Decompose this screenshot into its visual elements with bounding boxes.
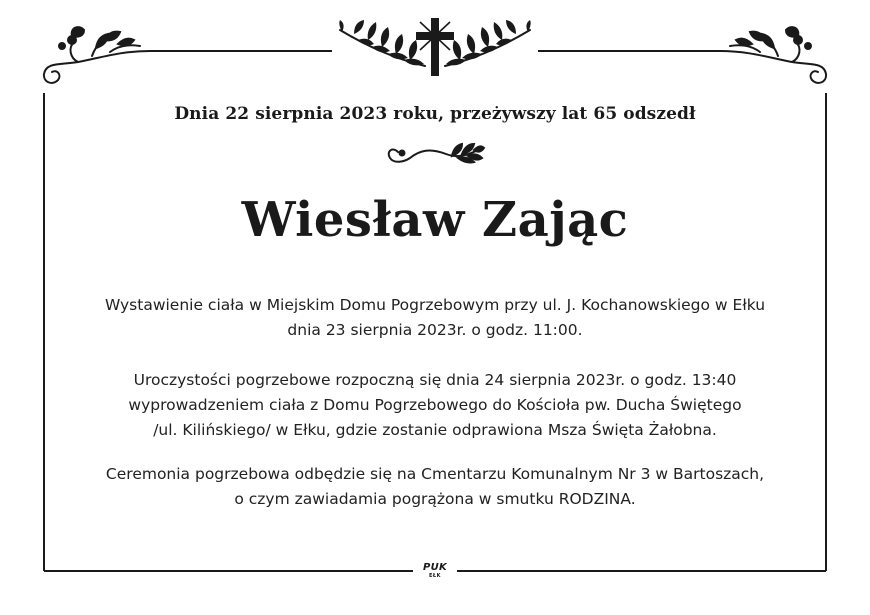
ceremony-line: Uroczystości pogrzebowe rozpoczną się dnia 24 sierpnia 2023r. o godz. 13:40 (133, 371, 737, 389)
floral-scroll-icon-right (720, 27, 826, 83)
ceremony-line: wyprowadzeniem ciała z Domu Pogrzebowego do Kościoła pw. Ducha Świętego (128, 396, 742, 414)
burial-paragraph (50, 462, 820, 512)
burial-line: o czym zawiadamia pogrążona w smutku RODZINA. (234, 490, 636, 508)
ceremony-paragraph (50, 368, 820, 443)
viewing-line: dnia 23 sierpnia 2023r. o godz. 11:00. (287, 321, 583, 339)
puk-logo (417, 563, 453, 579)
floral-scroll-icon-left (44, 27, 150, 83)
logo-main-text: PUK (422, 562, 448, 573)
ceremony-line: /ul. Kilińskiego/ w Ełku, gdzie zostanie odprawiona Msza Święta Żałobna. (153, 421, 717, 439)
cross-with-laurel-icon (339, 18, 530, 76)
logo-sub-text: EŁK (428, 573, 441, 579)
burial-line: Ceremonia pogrzebowa odbędzie się na Cmentarzu Komunalnym Nr 3 w Bartoszach, (105, 465, 765, 483)
deceased-name: Wiesław Zając (241, 192, 629, 248)
viewing-paragraph (50, 293, 820, 343)
viewing-line: Wystawienie ciała w Miejskim Domu Pogrzebowym przy ul. J. Kochanowskiego w Ełku (104, 296, 766, 314)
date-line: Dnia 22 sierpnia 2023 roku, przeżywszy lat 65 odszedł (174, 104, 696, 124)
leaf-flourish-icon (389, 144, 484, 163)
